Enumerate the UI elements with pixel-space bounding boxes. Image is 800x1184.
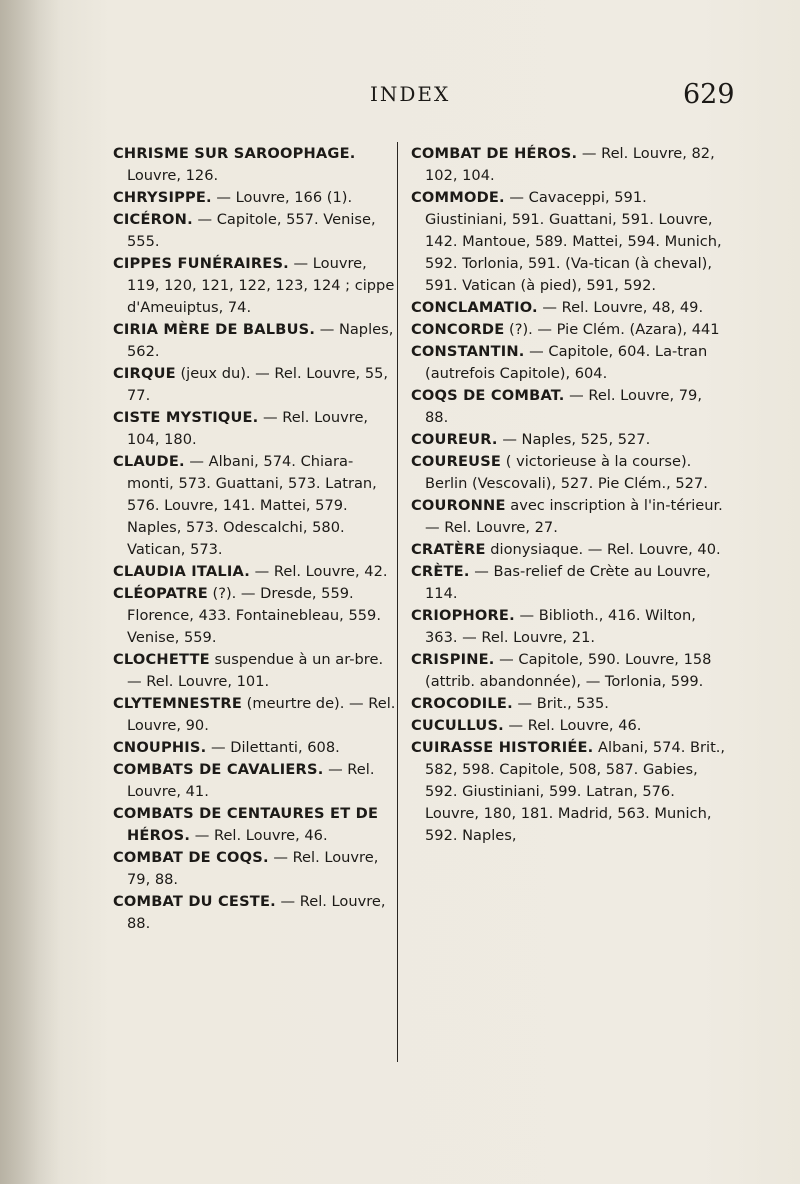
entry-headword: COQS DE COMBAT. — [411, 387, 565, 404]
index-entry — [411, 429, 726, 451]
index-entry — [411, 385, 726, 429]
entry-headword: CLYTEMNESTRE — [113, 695, 243, 712]
entry-references: dionysiaque. — Rel. Louvre, 40. — [485, 541, 721, 558]
entry-headword: CICÉRON. — [113, 211, 193, 228]
entry-headword: CONSTANTIN. — [411, 343, 525, 360]
entry-references: — Rel. Louvre, 104, 180. — [127, 409, 369, 448]
entry-references: — Capitole, 604. La-tran (autrefois Capitole), 604. — [425, 343, 708, 382]
entry-headword: CIRIA MÈRE DE BALBUS. — [113, 321, 316, 338]
index-entry — [411, 539, 726, 561]
index-entry — [411, 297, 726, 319]
index-entry — [113, 187, 396, 209]
page-header — [0, 79, 800, 122]
entry-references: — Biblioth., 416. Wilton, 363. — Rel. Louvre, 21. — [425, 607, 696, 646]
index-entry — [113, 693, 396, 737]
entry-headword: COMBATS DE CAVALIERS. — [113, 761, 324, 778]
entry-headword: CNOUPHIS. — [113, 739, 207, 756]
page-number: 629 — [683, 79, 735, 110]
index-entry — [411, 737, 726, 847]
index-entry — [411, 319, 726, 341]
index-entry — [411, 341, 726, 385]
entry-references: — Rel. Louvre, 46. — [503, 717, 642, 734]
index-entry — [113, 847, 396, 891]
entry-references: — Cavaceppi, 591. Giustiniani, 591. Guattani, 591. Louvre, 142. Mantoue, 589. Mattei, 594. Munich, 592. Torlonia, 591. (Va-tican (à cheval), 591. Vatican (à pied), 591, 592. — [425, 189, 722, 294]
index-entry — [411, 451, 726, 495]
index-entry — [113, 363, 396, 407]
index-entry — [113, 319, 396, 363]
index-entry — [113, 407, 396, 451]
entry-references: — Rel. Louvre, 79, 88. — [127, 849, 379, 888]
entry-references: — Rel. Louvre, 46. — [190, 827, 328, 844]
entry-references: avec inscription à l'in-térieur. — Rel. Louvre, 27. — [425, 497, 723, 536]
entry-headword: CONCLAMATIO. — [411, 299, 538, 316]
index-entry — [113, 451, 396, 561]
entry-references: ( victorieuse à la course). Berlin (Vescovali), 527. Pie Clém., 527. — [425, 453, 708, 492]
spine-shadow — [0, 0, 60, 1184]
entry-references: — Capitole, 557. Venise, 555. — [127, 211, 376, 250]
entry-headword: CISTE MYSTIQUE. — [113, 409, 259, 426]
entry-references: — Albani, 574. Chiara-monti, 573. Guattani, 573. Latran, 576. Louvre, 141. Mattei, 579. Naples, 573. Odescalchi, 580. Vatican, 573. — [127, 453, 377, 558]
column-divider — [397, 142, 398, 1062]
entry-headword: CHRYSIPPE. — [113, 189, 212, 206]
entry-references: Louvre, 126. — [127, 167, 219, 184]
entry-headword: COUREUR. — [411, 431, 498, 448]
entry-references: — Rel. Louvre, 79, 88. — [425, 387, 702, 426]
entry-headword: COMBATS DE CENTAURES ET DE HÉROS. — [113, 805, 379, 844]
index-entry — [113, 803, 396, 847]
entry-references: — Louvre, 119, 120, 121, 122, 123, 124 ; cippe d'Ameuiptus, 74. — [127, 255, 395, 316]
entry-headword: CRIOPHORE. — [411, 607, 515, 624]
entry-references: (jeux du). — Rel. Louvre, 55, 77. — [127, 365, 389, 404]
index-entry — [113, 253, 396, 319]
entry-headword: CLAUDE. — [113, 453, 185, 470]
index-entry — [113, 649, 396, 693]
index-column-left — [113, 143, 396, 935]
entry-references: — Naples, 562. — [127, 321, 394, 360]
entry-headword: COMMODE. — [411, 189, 505, 206]
entry-headword: CONCORDE — [411, 321, 505, 338]
entry-headword: CROCODILE. — [411, 695, 513, 712]
entry-references: — Capitole, 590. Louvre, 158 (attrib. abandonnée), — Torlonia, 599. — [425, 651, 712, 690]
entry-references: (?). — Pie Clém. (Azara), 441 — [504, 321, 720, 338]
index-entry — [411, 715, 726, 737]
index-entry — [411, 649, 726, 693]
entry-headword: CLÉOPATRE — [113, 585, 208, 602]
entry-headword: COURONNE — [411, 497, 506, 514]
entry-references: — Naples, 525, 527. — [497, 431, 651, 448]
entry-headword: CHRISME SUR SAROOPHAGE. — [113, 145, 356, 162]
index-entry — [411, 187, 726, 297]
index-entry — [113, 583, 396, 649]
index-entry — [113, 209, 396, 253]
index-entry — [411, 143, 726, 187]
entry-headword: CIPPES FUNÉRAIRES. — [113, 255, 289, 272]
entry-headword: CRÈTE. — [411, 563, 470, 580]
entry-references: — Rel. Louvre, 41. — [127, 761, 375, 800]
entry-headword: CUCULLUS. — [411, 717, 504, 734]
entry-references: — Rel. Louvre, 48, 49. — [537, 299, 704, 316]
entry-headword: CLOCHETTE — [113, 651, 210, 668]
index-entry — [411, 561, 726, 605]
index-entry — [113, 561, 396, 583]
index-column-right — [411, 143, 726, 847]
entry-references: — Bas-relief de Crète au Louvre, 114. — [425, 563, 711, 602]
entry-references: — Rel. Louvre, 82, 102, 104. — [425, 145, 715, 184]
entry-references: — Louvre, 166 (1). — [211, 189, 353, 206]
entry-headword: CRATÈRE — [411, 541, 486, 558]
index-entry — [113, 759, 396, 803]
entry-references: — Dilettanti, 608. — [206, 739, 340, 756]
entry-references: (?). — Dresde, 559. Florence, 433. Fontainebleau, 559. Venise, 559. — [127, 585, 381, 646]
running-title: INDEX — [370, 82, 451, 106]
index-entry — [113, 737, 396, 759]
entry-headword: CLAUDIA ITALIA. — [113, 563, 251, 580]
entry-headword: CIRQUE — [113, 365, 176, 382]
entry-headword: COMBAT DU CESTE. — [113, 893, 276, 910]
entry-headword: COUREUSE — [411, 453, 502, 470]
entry-references: (meurtre de). — Rel. Louvre, 90. — [127, 695, 396, 734]
index-entry — [411, 693, 726, 715]
entry-headword: COMBAT DE HÉROS. — [411, 145, 578, 162]
entry-references: Albani, 574. Brit., 582, 598. Capitole, 508, 587. Gabies, 592. Giustiniani, 599. Latran, 576. Louvre, 180, 181. Madrid, 563. Munich, 592. Naples, — [425, 739, 726, 844]
index-entry — [411, 495, 726, 539]
entry-headword: CRISPINE. — [411, 651, 495, 668]
entry-references: — Rel. Louvre, 42. — [250, 563, 388, 580]
index-entry — [113, 143, 396, 187]
index-entry — [411, 605, 726, 649]
entry-references: — Rel. Louvre, 88. — [127, 893, 386, 932]
entry-headword: CUIRASSE HISTORIÉE. — [411, 739, 594, 756]
entry-references: suspendue à un ar-bre. — Rel. Louvre, 101. — [127, 651, 384, 690]
index-entry — [113, 891, 396, 935]
entry-references: — Brit., 535. — [512, 695, 609, 712]
entry-headword: COMBAT DE COQS. — [113, 849, 269, 866]
